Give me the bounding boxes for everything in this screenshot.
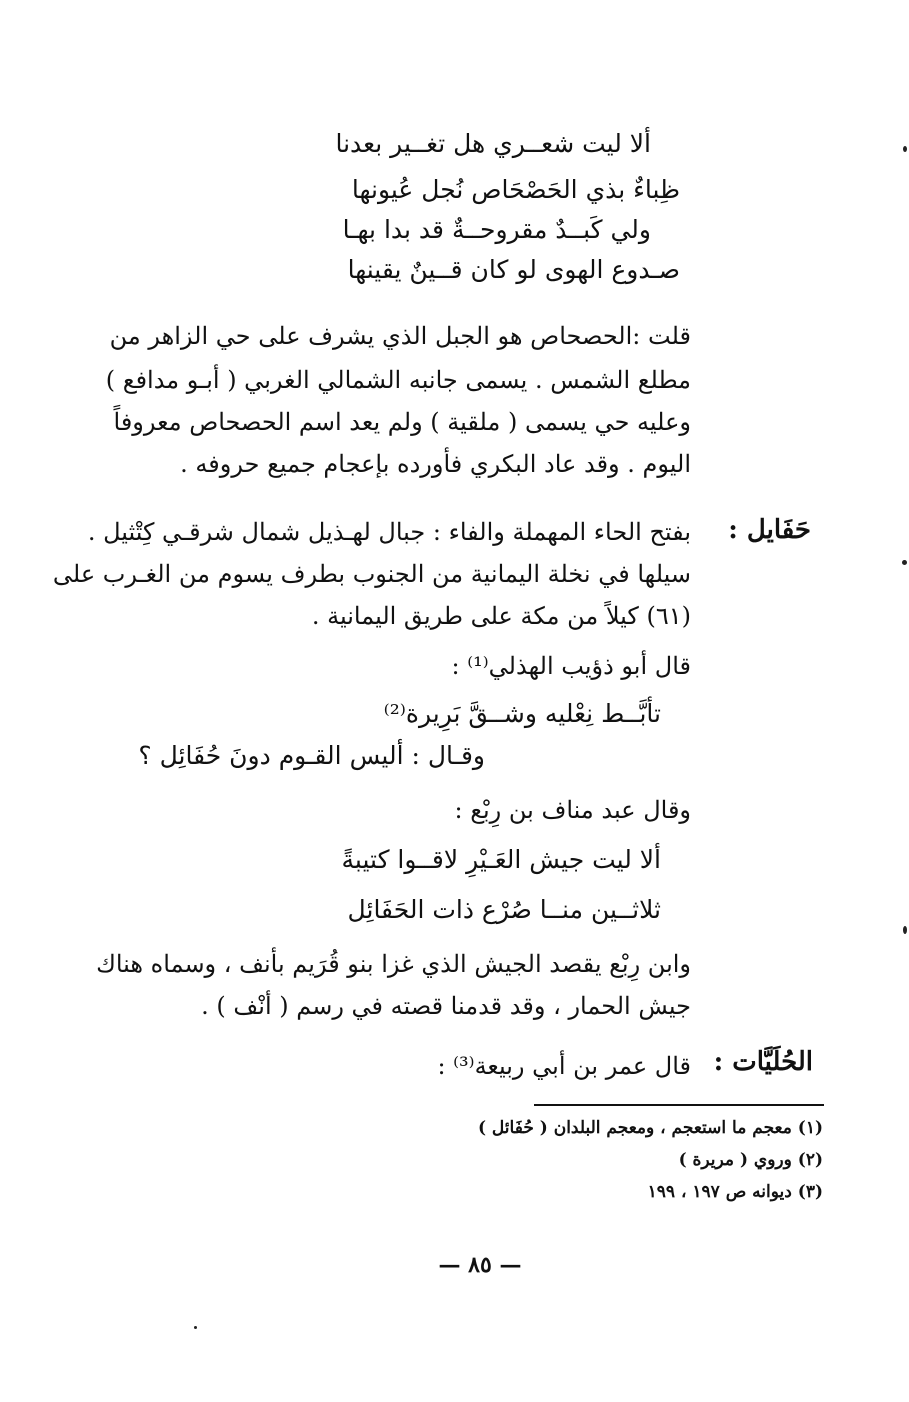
entry-heading-hafayil: حَفَايل : <box>728 515 811 545</box>
entry-hafayil-line-3: (٦١) كيلاً من مكة على طريق اليمانية . <box>311 602 691 630</box>
margin-speck <box>902 560 907 565</box>
verse-line-3: ولي كَبــدٌ مقروحــةٌ قد بدا بهـا <box>342 215 651 244</box>
entry-hulayyat-text: قال عمر بن أبي ربيعة⁽³⁾ : <box>437 1052 691 1080</box>
paragraph-line-3: وعليه حي يسمى ( ملقية ) ولم يعد اسم الحصحاص معروفاً <box>113 408 691 436</box>
entry-hafayil-after-line-2: جيش الحمار ، وقد قدمنا قصته في رسم ( أنْف ) . <box>201 992 691 1020</box>
verse-line-4: صـدوع الهوى لو كان قــينٌ يقينها <box>347 255 680 284</box>
verse-line-1: ألا ليت شعــري هل تغــير بعدنا <box>335 129 651 158</box>
page-number: — ٨٥ — <box>438 1252 522 1278</box>
entry-hafayil-line-2: سيلها في نخلة اليمانية من الجنوب بطرف يسوم من الغـرب على <box>52 560 691 588</box>
verse-line-2: ظِباءٌ بذي الحَصْحَاص نُجل عُيونها <box>351 175 680 204</box>
footnote-2: (٢) وروي ( مريرة ) <box>678 1150 823 1170</box>
margin-speck <box>903 926 907 934</box>
quote2-verse-1: ألا ليت جيش العَـيْرِ لاقــوا كتيبةً <box>341 845 661 874</box>
quote1-verse-2: وقـال : أليس القـوم دونَ حُفَائِل ؟ <box>138 741 485 770</box>
paragraph-line-2: مطلع الشمس . يسمى جانبه الشمالي الغربي ( أبـو مدافع ) <box>105 366 691 394</box>
paragraph-line-4: اليوم . وقد عاد البكري فأورده بإعجام جميع حروفه . <box>180 450 691 478</box>
entry-hafayil-line-1: بفتح الحاء المهملة والفاء : جبال لهـذيل شمال شرقـي كِتْثيل . <box>87 518 691 546</box>
quote1-verse-1: تأبَّــط نِعْليه وشــقَّ بَرِيرة⁽²⁾ <box>383 699 661 728</box>
quote1-intro: قال أبو ذؤيب الهذلي⁽¹⁾ : <box>451 652 691 680</box>
margin-speck <box>903 146 907 152</box>
paragraph-line-1: قلت :الحصحاص هو الجبل الذي يشرف على حي الزاهر من <box>109 322 691 350</box>
quote2-intro: وقال عبد مناف بن رِبْع : <box>454 796 691 824</box>
footnote-1: (١) معجم ما استعجم ، ومعجم البلدان ( حُفَائل ) <box>477 1118 823 1138</box>
entry-heading-hulayyat: الحُلَيَّات : <box>713 1047 813 1077</box>
margin-speck <box>194 1326 197 1329</box>
footnote-divider <box>534 1104 824 1106</box>
footnote-3: (٣) ديوانه ص ١٩٧ ، ١٩٩ <box>647 1182 823 1202</box>
quote2-verse-2: ثلاثــين منــا صُرْع ذات الحَفَائِل <box>347 895 661 924</box>
entry-hafayil-after-line-1: وابن رِبْع يقصد الجيش الذي غزا بنو قُرَيم بأنف ، وسماه هناك <box>96 950 691 978</box>
